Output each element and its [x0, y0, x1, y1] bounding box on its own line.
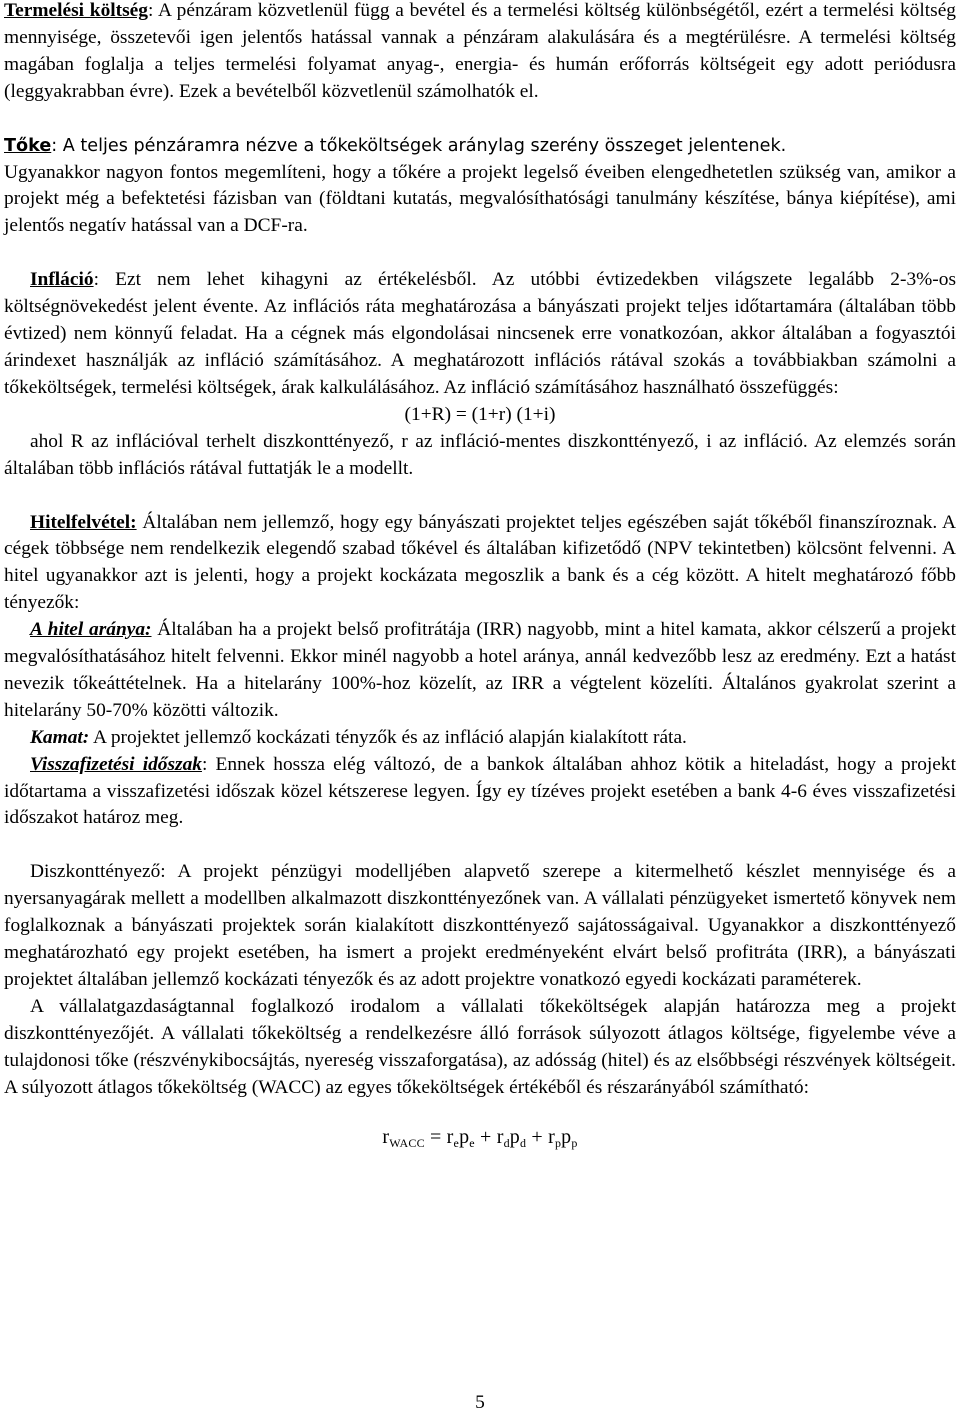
- paragraph-inflacio: [4, 267, 956, 402]
- paragraph-diszkonttenyezo: Diszkonttényező: A projekt pénzügyi modelljében alapvető szerepe a kitermelhető készlet mennyisége és a nyersanyagárak mellett a modellben alkalmazott diszkonttényezőnek van. A vállalati pénzügyeket ismertető könyvek nem foglalkoznak a bányászati projektek során kialakított diszkonttényező sajátosságaival. Ugyanakkor a diszkonttényező meghatározható egy projekt esetében, ha ismert a projekt eredményeként elvárt belső profitráta (IRR), a bányászati projektet általában jellemző kockázati tényezők és az adott projektre vonatkozó egyedi kockázati paraméterek.: [4, 861, 956, 990]
- paragraph-termelesi-koltseg: [4, 0, 956, 106]
- paragraph-text: : Ennek hossza elég változó, de a bankok általában ahhoz kötik a hiteladást, hogy a projekt időtartama a visszafizetési időszak közel kétszerese legyen. Így ey tízéves projekt esetében a bank 4-6 éves visszafizetési időszakot határoz meg.: [4, 753, 956, 829]
- document-page: [4, 0, 956, 1156]
- paragraph-text: : Ezt nem lehet kihagyni az értékelésből. Az utóbbi évtizedekben világszete legalább 2-3%-os költségnövekedést jelent évente. Az inflációs ráta meghatározása a bányászati projekt teljes időtartamára (általában több évtized) nem könnyű feladat. Ha a cégnek más elgondolásai nincsenek erre vonatkozóan, akkor általában a fogyasztói árindexet használják az infláció számításához. A meghatározott inflációs rátával szokás a továbbiakban számolni a tőkeköltségek, termelési költségek, árak kalkulálásához. Az infláció számításához használható összefüggés:: [4, 269, 956, 398]
- paragraph-toke-cont: Ugyanakkor nagyon fontos megemlíteni, hogy a tőkére a projekt legelső éveiben elengedhetetlen szükség van, amikor a projekt még a befektetési fázisban van (földtani kutatás, megvalósíthatósági tanulmány készítése, bánya kiépítése), ami jelentős negatív hatással van a DCF-ra.: [4, 161, 956, 237]
- term-toke: Tőke: [4, 135, 52, 156]
- paragraph-text: : A pénzáram közvetlenül függ a bevétel és a termelési költség különbségétől, ezért a termelési költség mennyisége, összetevői igen jelentős hatással vannak a pénzáram alakulására és a megtérülésre. A termelési költség magában foglalja a teljes termelési folyamat anyag-, energia- és humán erőforrás költségeit egy adott periódusra (leggyakrabban évre). Ezek a bevételből közvetlenül számolhatók el.: [4, 0, 956, 102]
- term-kamat: Kamat:: [30, 726, 90, 748]
- spacer: [4, 106, 956, 133]
- paragraph-toke: [4, 133, 956, 160]
- term-hitel-aranya: A hitel aránya:: [30, 619, 152, 641]
- paragraph-vallalatgazdasagtan: A vállalatgazdaságtannal foglalkozó irodalom a vállalati tőkeköltségek alapján határozza meg a projekt diszkonttényezőjét. A vállalati tőkeköltség a rendelkezésre álló források súlyozott átlagos költsége, figyelembe véve a tulajdonosi tőke (részvénykibocsájtás, nyereség visszaforgatása), az adósság (hitel) és az elsőbbségi részvények költségeit. A súlyozott átlagos tőkeköltség (WACC) az egyes tőkeköltségek értékéből és részarányából számítható:: [4, 995, 956, 1098]
- paragraph-text: Általában ha a projekt belső profitrátája (IRR) nagyobb, mint a hitel kamata, akkor célszerű a projekt megvalósíthatásához hitelt felvenni. Ekkor minél nagyobb a hotel aránya, annál kedvezőbb lesz az eredmény. Ezt a hatást nevezik tőkeáttételnek. Ha a hitelarány 100%-hoz közelít, az IRR a végtelent közelíti. Általános gyakrolat szerint a hitelarány 50-70% közötti változik.: [4, 619, 956, 721]
- term-inflacio: Infláció: [30, 269, 94, 291]
- paragraph-text: A projektet jellemző kockázati tényzők és az infláció alapján kialakított ráta.: [89, 726, 687, 748]
- paragraph-hitelfelvetel: [4, 510, 956, 618]
- term-visszafizetesi: Visszafizetési időszak: [30, 753, 202, 775]
- paragraph-kamat: [4, 725, 956, 752]
- page-number: 5: [475, 1392, 485, 1413]
- spacer: [4, 240, 956, 267]
- paragraph-text: : A teljes pénzáramra nézve a tőkeköltségek aránylag szerény összeget jelentenek.: [51, 135, 787, 156]
- wacc-formula: $r_{WACC} = r_ep_e + r_dp_d + r_pp_p$: [382, 1125, 578, 1150]
- spacer: [4, 832, 956, 859]
- spacer: [4, 483, 956, 510]
- paragraph-inflacio-after: ahol R az inflációval terhelt diszkonttényező, r az infláció-mentes diszkonttényező, i az infláció. Az elemzés során általában több inflációs rátával futtatják le a modellt.: [4, 430, 956, 479]
- paragraph-text: Általában nem jellemző, hogy egy bányászati projektet teljes egészében saját tőkéből finanszíroznak. A cégek többsége nem rendelkezik elegendő szabad tőkével és általában kifizetődő (NPV tekintetben) kölcsönt felvenni. A hitel ugyanakkor azt is jelenti, hogy a projekt kockázata megoszlik a bank és a cég között. A hitelt meghatározó főbb tényezők:: [4, 511, 956, 614]
- term-hitelfelvetel: Hitelfelvétel:: [30, 511, 137, 533]
- paragraph-hitel-aranya: [4, 617, 956, 725]
- inflation-formula: (1+R) = (1+r) (1+i): [404, 403, 556, 425]
- paragraph-visszafizetesi: [4, 752, 956, 833]
- term-termelesi-koltseg: Termelési költség: [4, 0, 148, 21]
